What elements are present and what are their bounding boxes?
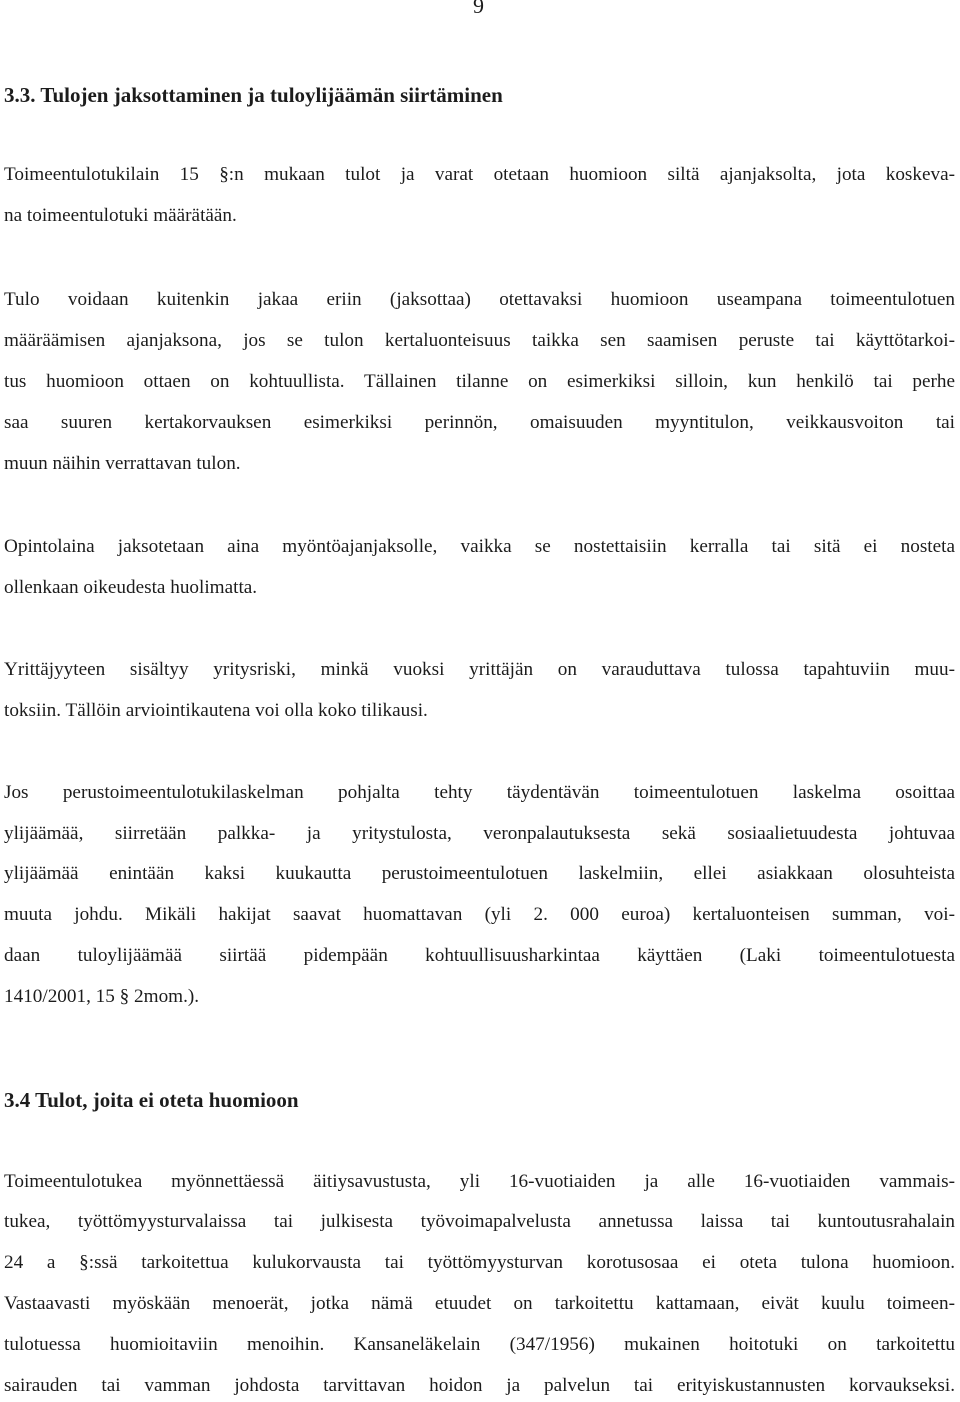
section-heading-3-3: 3.3. Tulojen jaksottaminen ja tuloylijäämän siirtäminen bbox=[4, 83, 503, 107]
paragraph-line: Toimeentulotukea myönnettäessä äitiysavustusta, yli 16-vuotiaiden ja alle 16-vuotiaiden vammais- bbox=[4, 1171, 955, 1192]
paragraph-line: toksiin. Tällöin arviointikautena voi olla koko tilikausi. bbox=[4, 700, 428, 721]
paragraph-line: Tulo voidaan kuitenkin jakaa eriin (jaksottaa) otettavaksi huomioon useampana toimeentulotuen bbox=[4, 289, 955, 310]
paragraph-line: Opintolaina jaksotetaan aina myöntöajanjaksolle, vaikka se nostettaisiin kerralla tai sitä ei nosteta bbox=[4, 536, 955, 557]
paragraph-line: daan tuloylijäämää siirtää pidempään kohtuullisuusharkintaa käyttäen (Laki toimeentulotuesta bbox=[4, 945, 955, 966]
paragraph-line: saa suuren kertakorvauksen esimerkiksi perinnön, omaisuuden myyntitulon, veikkausvoiton tai bbox=[4, 412, 955, 433]
paragraph-line: 1410/2001, 15 § 2mom.). bbox=[4, 986, 200, 1007]
paragraph-line: ylijäämää enintään kaksi kuukautta perustoimeentulotuen laskelmiin, ellei asiakkaan olosuhteista bbox=[4, 863, 955, 884]
section-heading-3-4: 3.4 Tulot, joita ei oteta huomioon bbox=[4, 1088, 299, 1112]
paragraph-line: Vastaavasti myöskään menoerät, jotka nämä etuudet on tarkoitettu kattamaan, eivät kuulu toimeen- bbox=[4, 1293, 955, 1314]
paragraph-line: tukea, työttömyysturvalaissa tai julkisesta työvoimapalvelusta annetussa laissa tai kuntoutusrahalain bbox=[4, 1211, 955, 1232]
paragraph-line: Toimeentulotukilain 15 §:n mukaan tulot ja varat otetaan huomioon siltä ajanjaksolta, jota koskeva- bbox=[4, 164, 955, 185]
paragraph-line: Yrittäjyyteen sisältyy yritysriski, minkä vuoksi yrittäjän on varauduttava tulossa tapahtuviin muu- bbox=[4, 659, 955, 680]
page-number: 9 bbox=[473, 0, 484, 18]
paragraph-line: määräämisen ajanjaksona, jos se tulon kertaluonteisuus taikka sen saamisen peruste tai käyttötarkoi- bbox=[4, 330, 955, 351]
paragraph-line: muuta johdu. Mikäli hakijat saavat huomattavan (yli 2. 000 euroa) kertaluonteisen summan, voi- bbox=[4, 904, 955, 925]
paragraph-line: tus huomioon ottaen on kohtuullista. Tällainen tilanne on esimerkiksi silloin, kun henkilö tai perhe bbox=[4, 371, 955, 392]
paragraph-line: muun näihin verrattavan tulon. bbox=[4, 453, 241, 474]
paragraph-line: ylijäämää, siirretään palkka- ja yritystulosta, veronpalautuksesta sekä sosiaalietuudesta johtuvaa bbox=[4, 823, 955, 844]
paragraph-line: sairauden tai vamman johdosta tarvittavan hoidon ja palvelun tai erityiskustannusten korvaukseksi. bbox=[4, 1375, 955, 1396]
paragraph-line: ollenkaan oikeudesta huolimatta. bbox=[4, 577, 258, 598]
paragraph-line: tulotuessa huomioitaviin menoihin. Kansaneläkelain (347/1956) mukainen hoitotuki on tarkoitettu bbox=[4, 1334, 955, 1355]
paragraph-line: na toimeentulotuki määrätään. bbox=[4, 205, 237, 226]
paragraph-line: Jos perustoimeentulotukilaskelman pohjalta tehty täydentävän toimeentulotuen laskelma osoittaa bbox=[4, 782, 955, 803]
paragraph-line: 24 a §:ssä tarkoitettua kulukorvausta tai työttömyysturvan korotusosaa ei oteta tulona huomioon. bbox=[4, 1252, 955, 1273]
